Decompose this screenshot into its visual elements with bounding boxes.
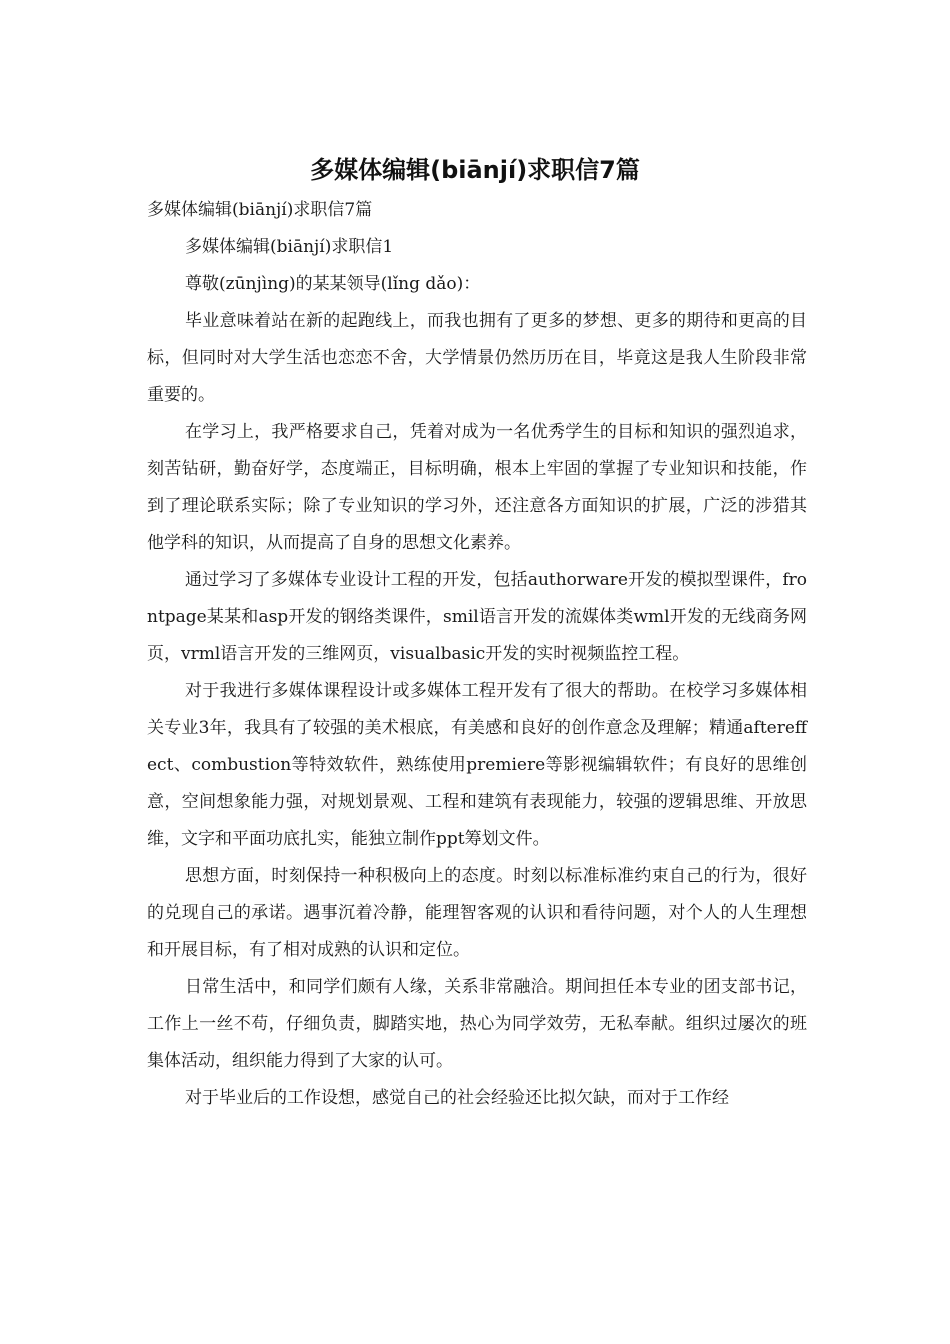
body-paragraph: 对于毕业后的工作设想，感觉自己的社会经验还比拟欠缺，而对于工作经 [185,1088,729,1108]
body-paragraph: 毕业意味着站在新的起跑线上，而我也拥有了更多的梦想、更多的期待和更高的目标，但同时对大学生活也恋恋不舍，大学情景仍然历历在目，毕竟这是我人生阶段非常重要的。 [147,311,807,405]
salutation: 尊敬(zūnjìng)的某某领导(lǐng dǎo)： [185,274,481,294]
document-subtitle: 多媒体编辑(biānjí)求职信7篇 [147,200,373,220]
body-paragraph: 对于我进行多媒体课程设计或多媒体工程开发有了很大的帮助。在校学习多媒体相关专业3年，我具有了较强的美术根底，有美感和良好的创作意念及理解；精通aftereffect、combustion等特效软件，熟练使用premiere等影视编辑软件；有良好的思维创意，空间想象能力强，对规划景观、工程和建筑有表现能力，较强的逻辑思维、开放思维，文字和平面功底扎实，能独立制作ppt筹划文件。 [147,681,807,849]
letter-heading: 多媒体编辑(biānjí)求职信1 [185,237,394,257]
body-paragraph: 通过学习了多媒体专业设计工程的开发，包括authorware开发的模拟型课件，frontpage某某和asp开发的钢络类课件，smil语言开发的流媒体类wml开发的无线商务网页，vrml语言开发的三维网页，visualbasic开发的实时视频监控工程。 [147,570,807,664]
body-paragraph: 在学习上，我严格要求自己，凭着对成为一名优秀学生的目标和知识的强烈追求，刻苦钻研，勤奋好学，态度端正，目标明确，根本上牢固的掌握了专业知识和技能，作到了理论联系实际；除了专业知识的学习外，还注意各方面知识的扩展，广泛的涉猎其他学科的知识，从而提高了自身的思想文化素养。 [147,422,807,553]
document-title: 多媒体编辑(biānjí)求职信7篇 [310,156,640,184]
document-body [147,192,807,1117]
body-paragraph: 思想方面，时刻保持一种积极向上的态度。时刻以标准标准约束自己的行为，很好的兑现自己的承诺。遇事沉着冷静，能理智客观的认识和看待问题，对个人的人生理想和开展目标，有了相对成熟的认识和定位。 [147,866,807,960]
body-paragraph: 日常生活中，和同学们颇有人缘，关系非常融洽。期间担任本专业的团支部书记，工作上一丝不苟，仔细负责，脚踏实地，热心为同学效劳，无私奉献。组织过屡次的班集体活动，组织能力得到了大家的认可。 [147,977,807,1071]
